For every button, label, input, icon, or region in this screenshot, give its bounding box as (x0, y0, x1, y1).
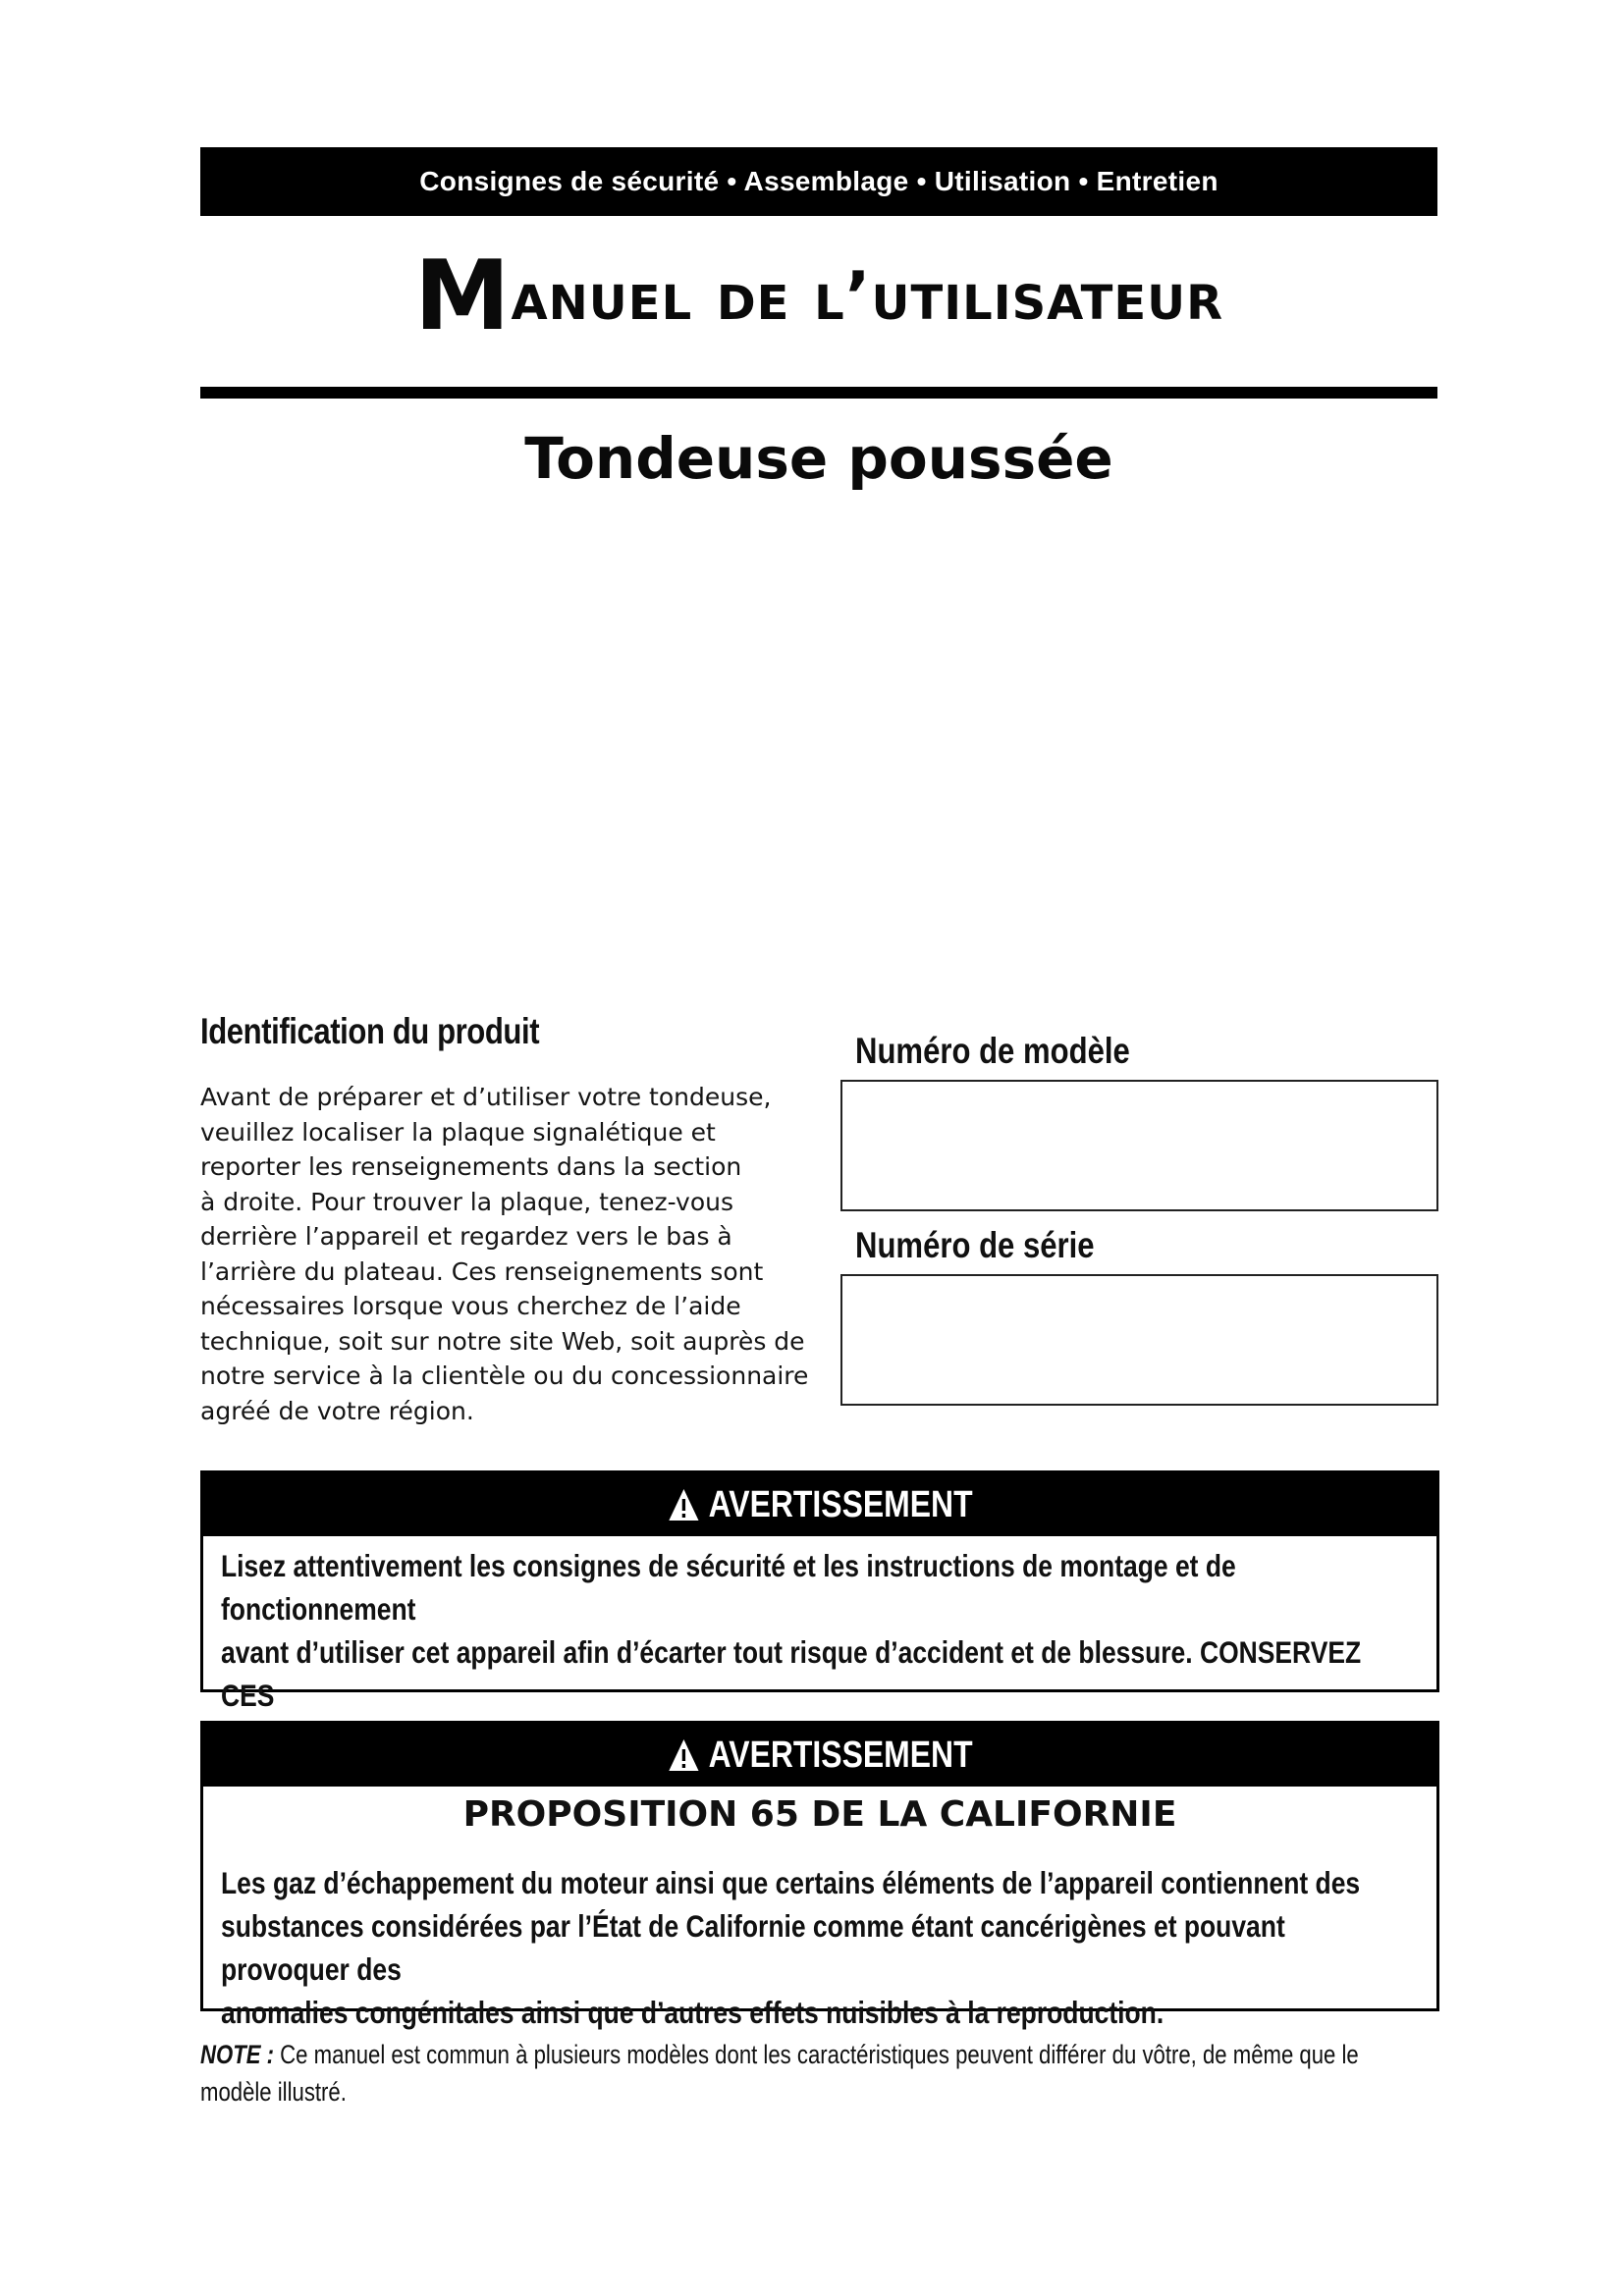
identification-heading: Identification du produit (200, 1011, 540, 1051)
warning-triangle-icon (668, 1737, 701, 1773)
identification-line: veuillez localiser la plaque signalétique et (200, 1117, 716, 1147)
note (200, 2036, 1433, 2110)
identification-line: l’arrière du plateau. Ces renseignements sont (200, 1256, 764, 1286)
identification-line: à droite. Pour trouver la plaque, tenez-vous (200, 1187, 733, 1216)
warning-line: Lisez attentivement les consignes de sécurité et les instructions de montage et de fonctionnement (221, 1548, 1236, 1627)
manual-title-first-letter: M (413, 240, 512, 352)
banner-text: Consignes de sécurité • Assemblage • Utilisation • Entretien (419, 166, 1218, 196)
model-number-field[interactable] (840, 1080, 1438, 1211)
manual-title (200, 228, 1437, 365)
product-title: Tondeuse poussée (524, 425, 1113, 492)
warning-line: anomalies congénitales ainsi que d’autres effets nuisibles à la reproduction. (221, 1995, 1164, 2030)
warning-header-text: AVERTISSEMENT (708, 1483, 973, 1525)
identification-line: derrière l’appareil et regardez vers le bas à (200, 1222, 732, 1251)
warning-header-text: AVERTISSEMENT (708, 1734, 973, 1776)
identification-line: Avant de préparer et d’utiliser votre tondeuse, (200, 1083, 772, 1111)
serial-number-label: Numéro de série (855, 1225, 1095, 1265)
note-label: NOTE : (200, 2040, 275, 2069)
serial-number-field[interactable] (840, 1274, 1438, 1406)
warning-line: Les gaz d’échappement du moteur ainsi que certains éléments de l’appareil contiennent des (221, 1865, 1361, 1900)
title-divider (200, 387, 1437, 399)
warning-line: substances considérées par l’État de Californie comme étant cancérigènes et pouvant provoquer des (221, 1908, 1285, 1987)
warning-box-safety (200, 1470, 1439, 1713)
identification-line: technique, soit sur notre site Web, soit auprès de (200, 1326, 805, 1356)
identification-line: nécessaires lorsque vous cherchez de l’aide (200, 1292, 741, 1320)
warning-box-prop65 (200, 1721, 1439, 2030)
model-number-label: Numéro de modèle (855, 1031, 1130, 1071)
note-text: modèle illustré. (200, 2077, 347, 2107)
identification-line: agréé de votre région. (200, 1396, 474, 1425)
note-text: Ce manuel est commun à plusieurs modèles dont les caractéristiques peuvent différer du vôtre, de même que le (274, 2040, 1359, 2069)
warning-header (203, 1724, 1436, 1787)
manual-title-rest: anuel de l’utilisateur (511, 257, 1224, 336)
identification-line: reporter les renseignements dans la section (200, 1152, 742, 1181)
identification-paragraph (200, 1080, 809, 1428)
warning-line: avant d’utiliser cet appareil afin d’écarter tout risque d’accident et de blessure. CONSERVEZ CES (221, 1634, 1362, 1713)
warning-header (203, 1473, 1436, 1536)
identification-line: notre service à la clientèle ou du concessionnaire (200, 1362, 809, 1390)
warning-body (221, 1861, 1417, 2034)
warning-triangle-icon (668, 1487, 701, 1522)
warning-subtitle: PROPOSITION 65 DE LA CALIFORNIE (462, 1794, 1177, 1835)
header-banner (200, 147, 1437, 216)
